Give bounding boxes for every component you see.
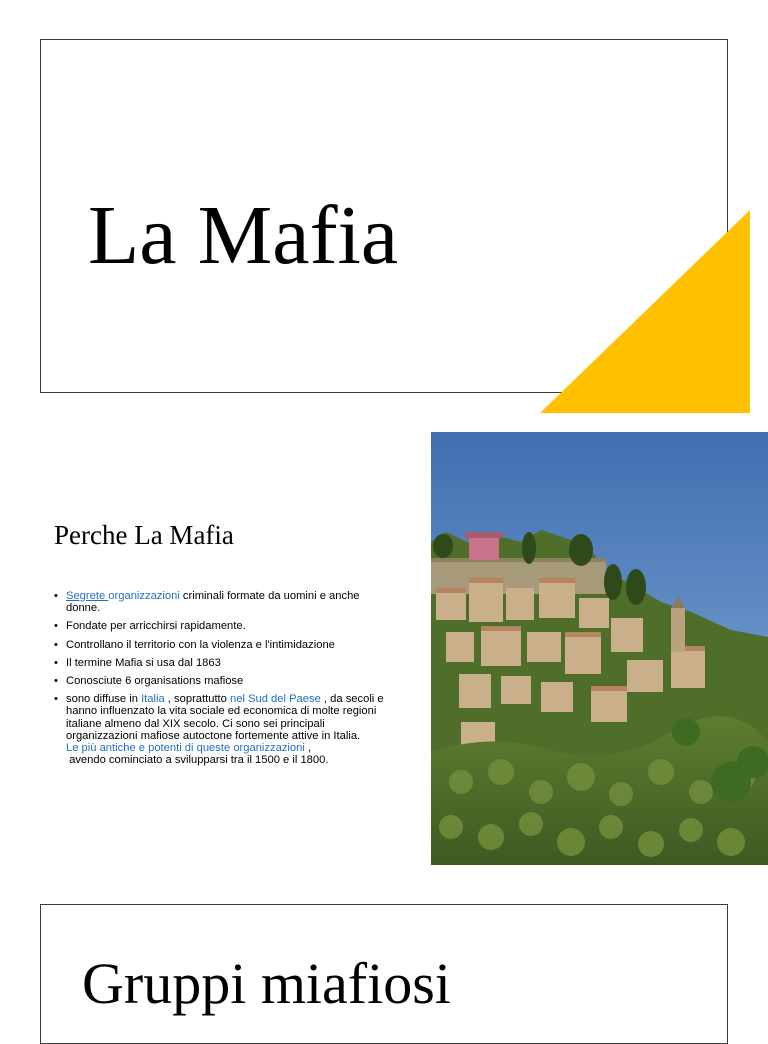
bullet-text: Conosciute 6 organisations mafiose: [66, 675, 244, 688]
bullet-text: , soprattutto: [164, 693, 230, 706]
bullet-text: ,: [304, 742, 312, 755]
bullet-text: , da secoli e hanno influenzato la vita sociale ed economica di molte regioni italiane almeno dal XIX secolo. Ci sono sei principali organizzazioni mafiose autoctone fortemente attive in Italia.: [66, 693, 384, 742]
slide-2-heading: Perche La Mafia: [54, 520, 234, 550]
bullet-item: [54, 675, 384, 687]
hilltop-village-photo: [431, 432, 768, 865]
bullet-item: [54, 620, 384, 632]
bullet-item: [54, 657, 384, 669]
link-piu-antiche[interactable]: Le più antiche e potenti di queste organizzazioni: [66, 742, 305, 755]
slide-3-title: Gruppi miafiosi: [82, 951, 451, 1016]
bullet-item: [54, 693, 384, 766]
bullet-text: Il termine Mafia si usa dal 1863: [66, 656, 221, 669]
link-segrete[interactable]: Segrete: [66, 590, 109, 602]
bullet-text: criminali formate da uomini e anche donne.: [66, 590, 360, 615]
link-organizzazioni[interactable]: organizzazioni: [108, 590, 180, 602]
bullet-item: [54, 590, 384, 614]
bullet-text: sono diffuse in: [66, 693, 142, 706]
link-italia[interactable]: Italia: [141, 693, 165, 706]
link-sud-del-paese[interactable]: nel Sud del Paese: [230, 693, 321, 706]
bullet-text: Controllano il territorio con la violenza e l'intimidazione: [66, 638, 335, 651]
bullet-text: Fondate per arricchirsi rapidamente.: [66, 620, 246, 633]
bullet-list: [54, 590, 384, 772]
slide-1-title: La Mafia: [88, 189, 399, 282]
accent-triangle-shape: [540, 210, 750, 413]
bullet-item: [54, 639, 384, 651]
bullet-text: avendo cominciato a svilupparsi tra il 1500 e il 1800.: [69, 754, 329, 767]
